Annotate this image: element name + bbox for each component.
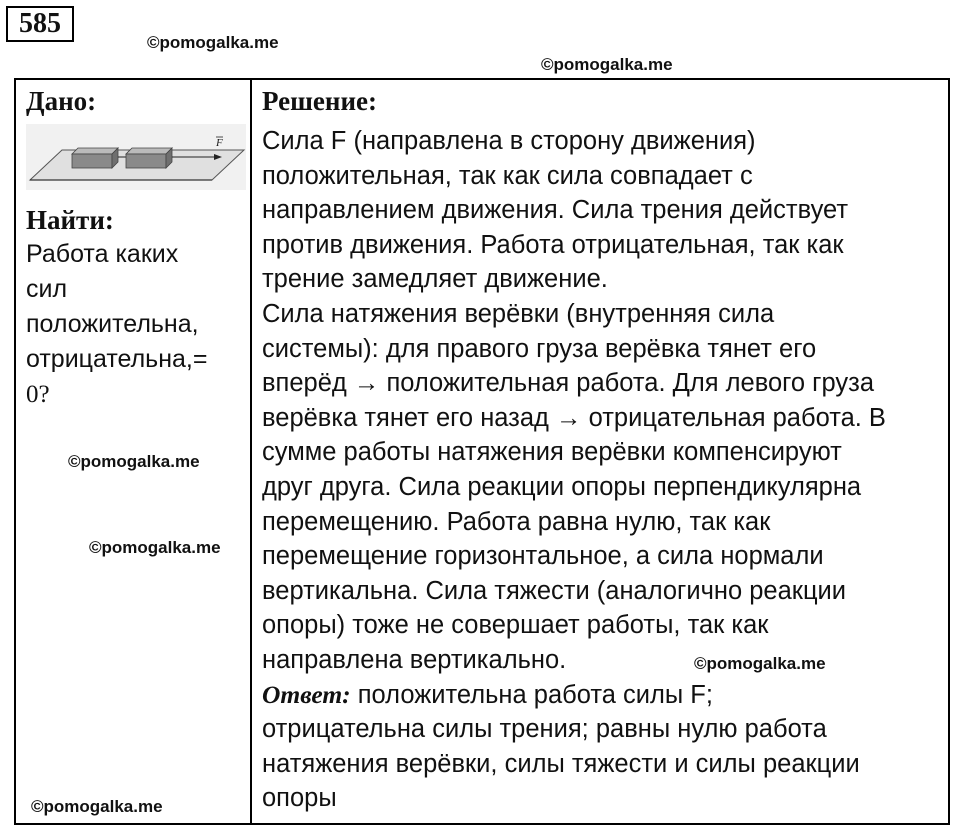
solution-line: сумме работы натяжения верёвки компенсируют [262,438,842,467]
solution-line: перемещение горизонтальное, а сила нормали [262,542,824,571]
answer-line: натяжения верёвки, силы тяжести и силы реакции [262,749,860,778]
watermark: ©pomogalka.me [68,452,200,471]
solution-text [262,124,944,816]
solution-line: Сила F (направлена в сторону движения) [262,127,756,155]
solution-line: против движения. Работа отрицательная, так как [262,230,844,259]
solution-line: опоры) тоже не совершает работы, так как [262,611,769,640]
solution-line: направлением движения. Сила трения действует [262,196,849,225]
solution-column [262,84,944,816]
watermark: ©pomogalka.me [31,797,163,816]
solution-line: перемещению. Работа равна нулю, так как [262,507,771,536]
watermark: ©pomogalka.me [89,538,221,557]
solution-line: вертикальна. Сила тяжести (аналогично реакции [262,576,847,605]
right-block-top [126,148,172,154]
left-block-top [72,148,118,154]
solution-line: системы): для правого груза верёвка тянет его [262,334,817,363]
given-heading: Дано: [26,86,97,116]
watermark: ©pomogalka.me [541,55,673,74]
column-divider [250,80,252,823]
answer-line: опоры [262,784,337,813]
answer-label: Ответ: [262,679,351,709]
solution-line: друг друга. Сила реакции опоры перпендикулярна [262,472,862,501]
find-line: 0? [26,381,50,408]
solution-line: верёвка тянет его назад → отрицательная работа. В [262,403,886,432]
watermark: ©pomogalka.me [147,33,279,52]
right-block [126,154,166,168]
force-label: F [216,137,223,149]
solution-table [14,78,950,825]
two-blocks-on-plane-figure [26,124,246,190]
find-line: отрицательна,= [26,345,208,373]
find-line: сил [26,275,68,303]
solution-line: вперёд → положительная работа. Для левого груза [262,369,874,398]
answer-line: отрицательна силы трения; равны нулю работа [262,715,827,744]
answer-line [262,678,944,713]
solution-line: положительная, так как сила совпадает с [262,161,753,190]
watermark: ©pomogalka.me [694,654,826,673]
solution-line: Сила натяжения верёвки (внутренняя сила [262,299,775,328]
given-column [26,84,244,412]
find-heading: Найти: [26,205,114,235]
find-line: положительна, [26,310,199,338]
problem-number: 585 [6,6,74,42]
solution-heading: Решение: [262,86,377,116]
left-block [72,154,112,168]
solution-line: направлена вертикально. [262,645,567,674]
find-line: Работа каких [26,240,179,268]
answer-first-text: положительна работа силы F; [350,680,713,709]
solution-line: трение замедляет движение. [262,265,608,294]
